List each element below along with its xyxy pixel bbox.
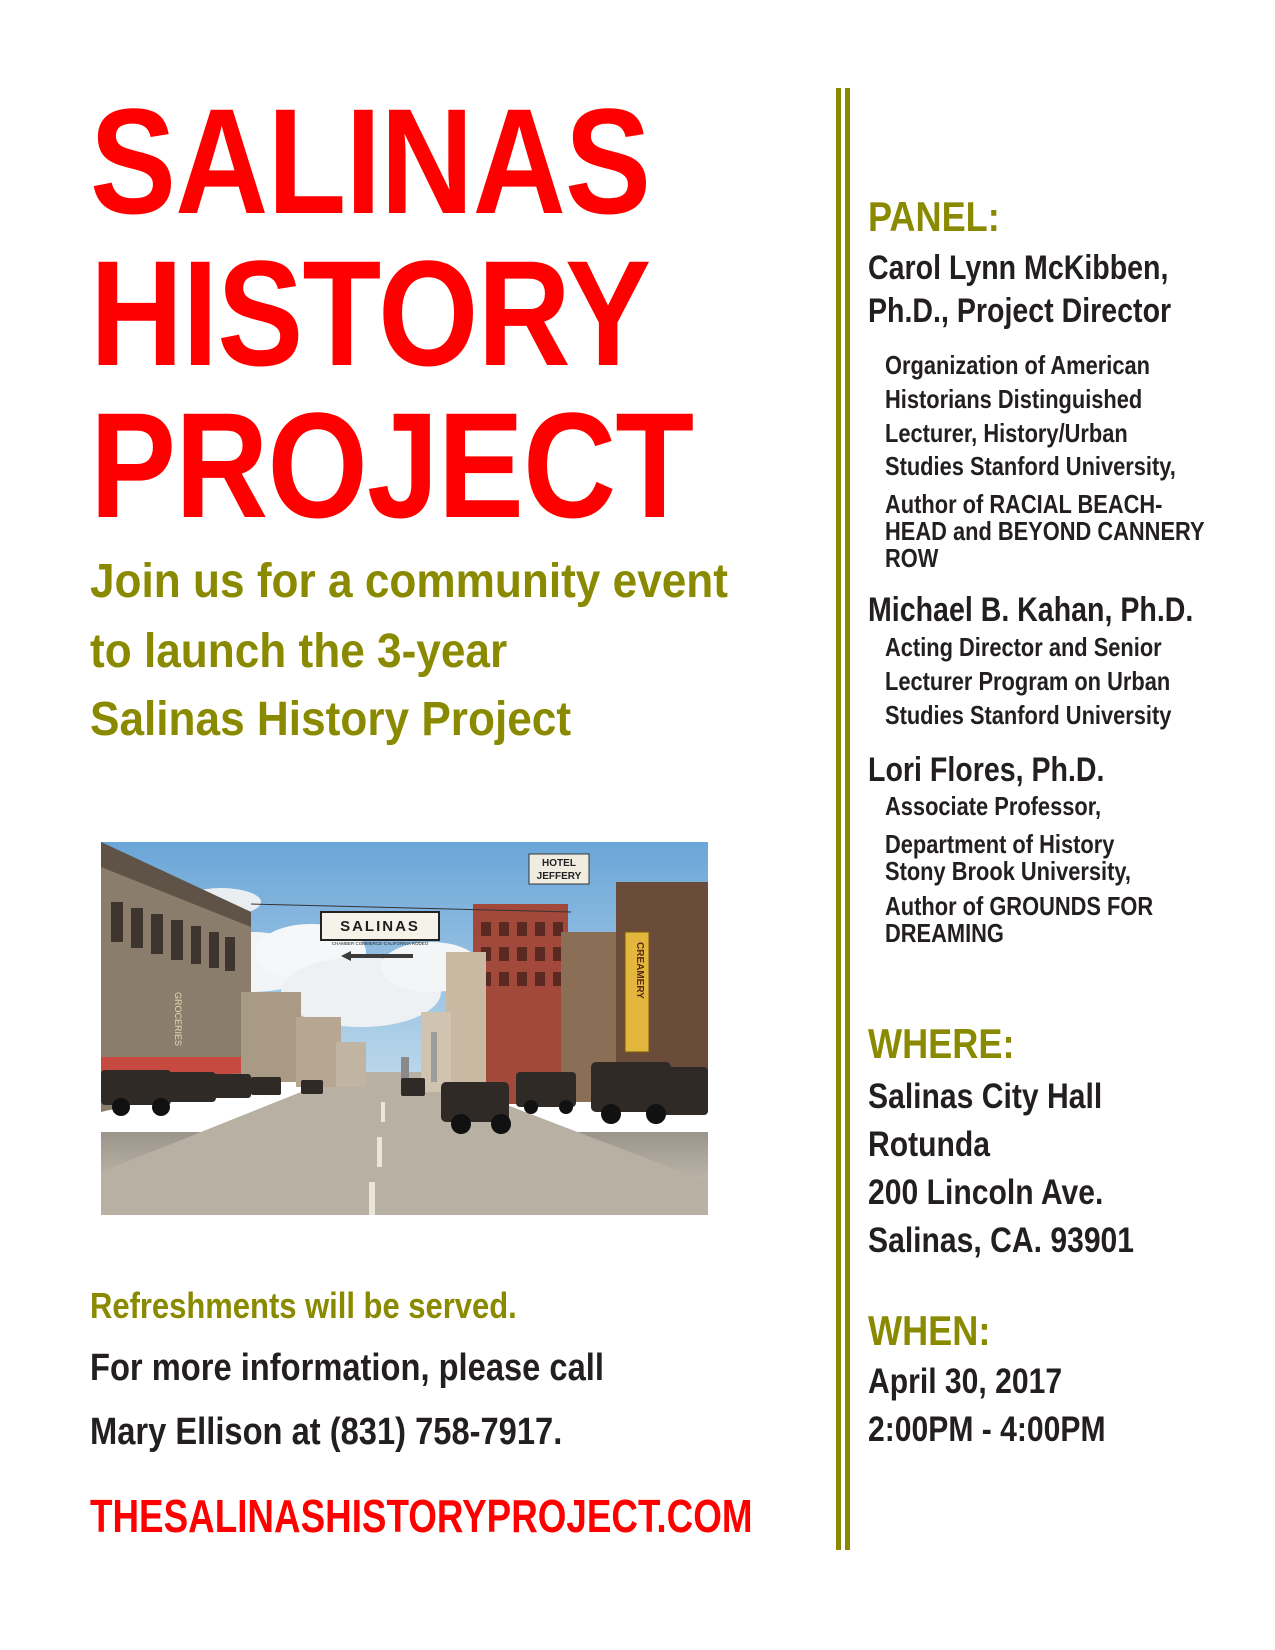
refreshments-note: Refreshments will be served. xyxy=(90,1285,517,1326)
poster-title-line-1: SALINAS xyxy=(90,77,651,245)
panelist-3-name: Lori Flores, Ph.D. xyxy=(868,751,1105,789)
panel-heading: PANEL: xyxy=(868,193,1000,240)
panelist-3-desc-line: Stony Brook University, xyxy=(885,856,1131,886)
panelist-1-desc-line: HEAD and BEYOND CANNERY xyxy=(885,516,1205,546)
hotel-sign-line-2: JEFFERY xyxy=(536,871,582,882)
panelist-1-desc-line: Lecturer, History/Urban xyxy=(885,418,1128,448)
info-line-2: Mary Ellison at (831) 758-7917. xyxy=(90,1411,563,1453)
creamery-sign-text: CREAMERY xyxy=(634,942,645,999)
event-time: 2:00PM - 4:00PM xyxy=(868,1410,1106,1449)
hotel-sign-line-1: HOTEL xyxy=(542,858,576,869)
info-line-1: For more information, please call xyxy=(90,1347,604,1389)
event-date: April 30, 2017 xyxy=(868,1362,1063,1401)
panelist-1-desc-line: Studies Stanford University, xyxy=(885,451,1176,481)
where-address-line: Salinas City Hall xyxy=(868,1077,1103,1116)
panelist-2-desc-line: Studies Stanford University xyxy=(885,700,1172,730)
historic-street-photo xyxy=(101,842,708,1215)
when-heading: WHEN: xyxy=(868,1307,991,1354)
panelist-1-desc-line: ROW xyxy=(885,543,939,573)
panelist-3-desc-line: Associate Professor, xyxy=(885,791,1102,821)
where-heading: WHERE: xyxy=(868,1020,1015,1067)
street-banner-subtext: CHAMBER COMMERCE-CALIFORNIA RODEO xyxy=(331,941,429,946)
poster-title-line-2: HISTORY xyxy=(90,229,651,397)
intro-line-3: Salinas History Project xyxy=(90,693,572,746)
panelist-1-desc-line: Historians Distinguished xyxy=(885,384,1143,414)
intro-line-1: Join us for a community event xyxy=(90,555,728,608)
website-url[interactable]: THESALINASHISTORYPROJECT.COM xyxy=(90,1490,753,1542)
panelist-1-desc-line: Author of RACIAL BEACH- xyxy=(885,489,1163,519)
where-address-line: 200 Lincoln Ave. xyxy=(868,1173,1104,1212)
grocery-sign-text: GROCERIES xyxy=(173,992,183,1047)
panelist-1-desc-line: Organization of American xyxy=(885,350,1150,380)
panelist-1-name-line-2: Ph.D., Project Director xyxy=(868,292,1172,330)
panelist-3-desc-line: Author of GROUNDS FOR xyxy=(885,891,1154,921)
panelist-3-desc-line: DREAMING xyxy=(885,918,1004,948)
where-address-line: Rotunda xyxy=(868,1125,991,1164)
panelist-2-name: Michael B. Kahan, Ph.D. xyxy=(868,591,1194,629)
intro-line-2: to launch the 3-year xyxy=(90,625,508,678)
column-divider-left xyxy=(836,88,841,1550)
panelist-3-desc-line: Department of History xyxy=(885,829,1115,859)
column-divider-right xyxy=(845,88,850,1550)
street-banner-text: SALINAS xyxy=(340,918,420,935)
panelist-2-desc-line: Lecturer Program on Urban xyxy=(885,666,1171,696)
where-address-line: Salinas, CA. 93901 xyxy=(868,1221,1135,1260)
poster-title-line-3: PROJECT xyxy=(90,381,694,549)
panelist-1-name-line-1: Carol Lynn McKibben, xyxy=(868,249,1169,287)
panelist-2-desc-line: Acting Director and Senior xyxy=(885,632,1162,662)
